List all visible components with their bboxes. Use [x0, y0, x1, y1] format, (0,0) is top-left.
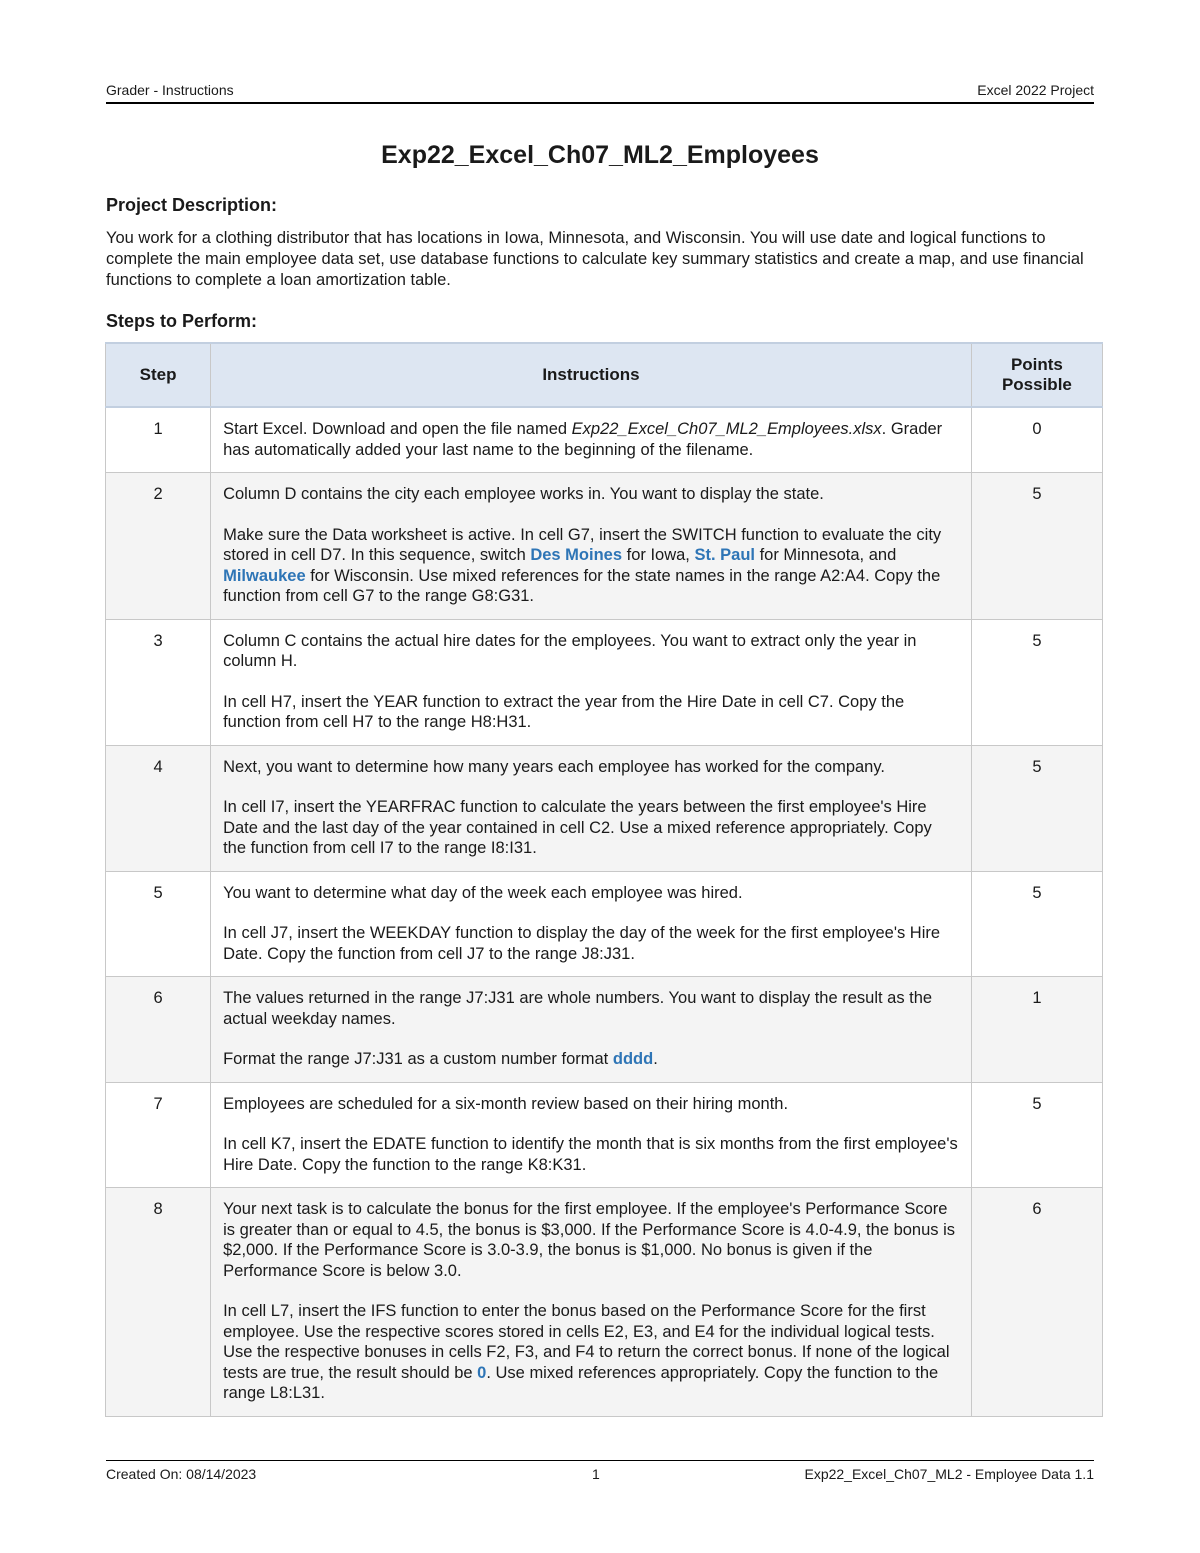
instr-text: . — [653, 1050, 658, 1068]
instr-text: Make sure the Data worksheet is active. In cell G7, insert the SWITCH function to evaluate the city stored in cell D7. In this sequence, switch — [223, 525, 942, 564]
instr-text: Employees are scheduled for a six-month review based on their hiring month. — [223, 1094, 789, 1113]
table-row — [106, 473, 1103, 620]
page-header — [106, 82, 1094, 104]
instr-text: Next, you want to determine how many years each employee has worked for the company. — [223, 757, 885, 776]
project-description-label: Project Description: — [106, 195, 278, 215]
step-number: 5 — [106, 871, 211, 977]
step-instructions — [211, 1188, 972, 1417]
table-row — [106, 871, 1103, 977]
instr-text: for Wisconsin. Use mixed references for the state names in the range A2:A4. Copy the function from cell G7 to the range G8:G31. — [223, 566, 941, 605]
table-header-row — [106, 343, 1103, 407]
footer-page-number: 1 — [592, 1466, 600, 1482]
header-step: Step — [106, 343, 211, 407]
highlight-value: St. Paul — [694, 546, 755, 564]
instr-text: Column C contains the actual hire dates for the employees. You want to extract only the year in column H. — [223, 631, 917, 670]
instr-text: . Grader has automatically added your last name to the beginning of the filename. — [223, 420, 943, 459]
step-number: 1 — [106, 407, 211, 473]
instr-text: Your next task is to calculate the bonus for the first employee. If the employee's Performance Score is greater than or equal to 4.5, the bonus is $3,000. If the Performance Score is 4.0-4.9, the bonus is $2,000. If the Performance Score is 3.0-3.9, the bonus is $1,000. No bonus is given if the Performance Score is below 3.0. — [223, 1200, 956, 1280]
table-row — [106, 977, 1103, 1083]
step-points: 5 — [971, 1082, 1102, 1188]
instr-text: You want to determine what day of the week each employee was hired. — [223, 883, 743, 902]
instr-text: . Use mixed references appropriately. Copy the function to the range L8:L31. — [223, 1363, 939, 1402]
header-points-line1: Points — [1010, 355, 1063, 374]
instr-text: for Minnesota, and — [755, 546, 897, 564]
step-number: 2 — [106, 473, 211, 620]
step-instructions — [211, 871, 972, 977]
page-footer — [106, 1460, 1094, 1483]
step-points: 6 — [971, 1188, 1102, 1417]
step-points: 5 — [971, 745, 1102, 871]
table-row — [106, 745, 1103, 871]
highlight-value: 0 — [477, 1363, 487, 1382]
project-description-text: You work for a clothing distributor that has locations in Iowa, Minnesota, and Wisconsin. You will use date and logical functions to complete the main employee data set, use database functions to calculate key summary statistics and create a map, and use financial functions to complete a loan amortization table. — [106, 229, 1084, 289]
step-points: 5 — [971, 473, 1102, 620]
file-name: Exp22_Excel_Ch07_ML2_Employees.xlsx — [571, 420, 882, 438]
step-instructions — [211, 1082, 972, 1188]
highlight-value: Milwaukee — [223, 566, 306, 585]
step-instructions — [211, 745, 972, 871]
step-number: 6 — [106, 977, 211, 1083]
instr-text: In cell I7, insert the YEARFRAC function to calculate the years between the first employee's Hire Date and the last day of the year contained in cell C2. Use a mixed reference appropriately. Copy the function from cell I7 to the range I8:I31. — [223, 798, 932, 857]
header-instructions: Instructions — [211, 343, 972, 407]
instr-text: for Iowa, — [622, 546, 695, 564]
header-points-line2: Possible — [1001, 375, 1072, 394]
header-right: Excel 2022 Project — [977, 82, 1094, 98]
instr-text: Start Excel. Download and open the file named — [223, 420, 572, 438]
step-instructions — [211, 407, 972, 473]
table-row — [106, 1188, 1103, 1417]
step-number: 7 — [106, 1082, 211, 1188]
step-instructions — [211, 619, 972, 745]
header-points — [971, 343, 1102, 407]
document-title: Exp22_Excel_Ch07_ML2_Employees — [381, 141, 819, 169]
step-points: 1 — [971, 977, 1102, 1083]
step-number: 8 — [106, 1188, 211, 1417]
step-instructions — [211, 977, 972, 1083]
header-left: Grader - Instructions — [106, 82, 234, 98]
table-row — [106, 407, 1103, 473]
table-row — [106, 619, 1103, 745]
footer-document-id: Exp22_Excel_Ch07_ML2 - Employee Data 1.1 — [804, 1466, 1094, 1482]
instr-text: Format the range J7:J31 as a custom number format — [223, 1050, 613, 1068]
instr-text: Column D contains the city each employee works in. You want to display the state. — [223, 485, 824, 503]
instr-text: In cell J7, insert the WEEKDAY function to display the day of the week for the first employee's Hire Date. Copy the function from cell J7 to the range J8:J31. — [223, 924, 941, 963]
step-points: 5 — [971, 871, 1102, 977]
instr-text: In cell H7, insert the YEAR function to extract the year from the Hire Date in cell C7. Copy the function from cell H7 to the range H8:H31. — [223, 692, 905, 731]
step-points: 0 — [971, 407, 1102, 473]
footer-created-on: Created On: 08/14/2023 — [106, 1466, 257, 1482]
step-points: 5 — [971, 619, 1102, 745]
table-row — [106, 1082, 1103, 1188]
steps-label: Steps to Perform: — [106, 311, 258, 331]
instr-text: In cell L7, insert the IFS function to enter the bonus based on the Performance Score for the first employee. Use the respective scores stored in cells E2, E3, and E4 for the individual logical tests. Use the respective bonuses in cells F2, F3, and F4 to return the correct bonus. If none of the logical tests are true, the result should be — [223, 1302, 950, 1382]
highlight-value: dddd — [612, 1050, 654, 1068]
step-number: 4 — [106, 745, 211, 871]
instr-text: In cell K7, insert the EDATE function to identify the month that is six months from the first employee's Hire Date. Copy the function to the range K8:K31. — [223, 1135, 958, 1174]
instr-text: The values returned in the range J7:J31 are whole numbers. You want to display the result as the actual weekday names. — [223, 989, 933, 1028]
steps-table — [105, 342, 1103, 1417]
highlight-value: Des Moines — [530, 546, 623, 564]
step-number: 3 — [106, 619, 211, 745]
step-instructions — [211, 473, 972, 620]
